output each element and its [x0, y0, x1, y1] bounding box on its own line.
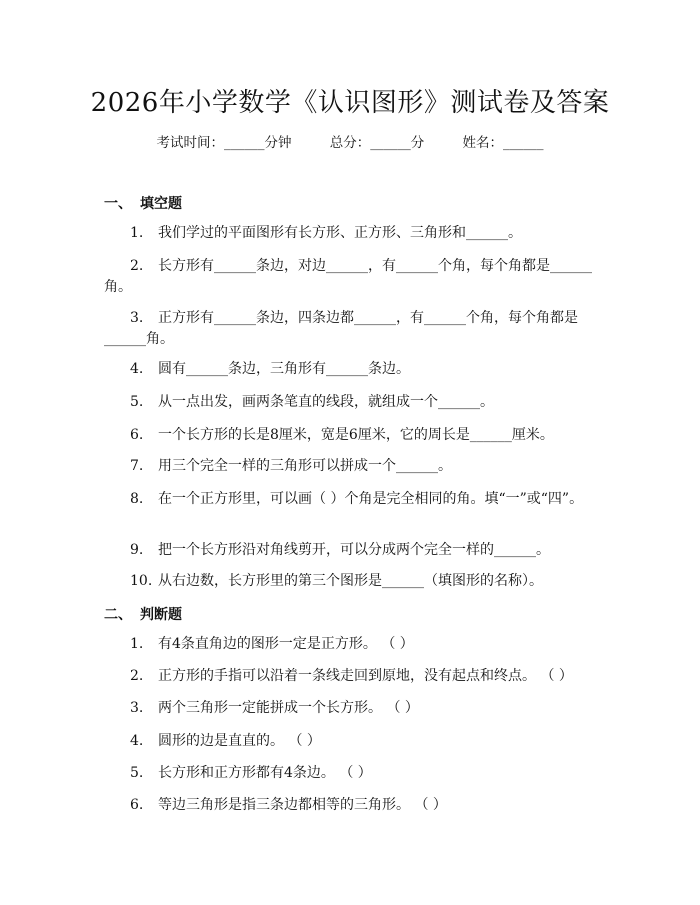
question-text: 正方形有______条边，四条边都______，有______个角，每个角都是______角。 [104, 310, 578, 347]
question-number: 2. [130, 668, 144, 684]
question-item [104, 540, 594, 561]
question-number: 5. [130, 765, 144, 781]
question-text: 从一点出发，画两条笔直的线段，就组成一个______。 [158, 394, 494, 410]
question-item [104, 795, 594, 816]
question-number: 4. [130, 361, 144, 377]
question-number: 6. [130, 427, 144, 443]
question-item [104, 308, 594, 350]
student-name-field: 姓名：______ [462, 135, 544, 151]
question-number: 8. [130, 491, 144, 507]
question-text: 等边三角形是指三条边都相等的三角形。 （ ） [158, 797, 447, 813]
question-text: 长方形有______条边，对边______，有______个角，每个角都是______角。 [104, 258, 592, 295]
question-item [104, 223, 594, 244]
question-text: 圆形的边是直直的。 （ ） [158, 733, 321, 749]
question-number: 3. [130, 310, 144, 326]
question-item [104, 425, 594, 446]
question-number: 3. [130, 700, 144, 716]
question-number: 9. [130, 542, 144, 558]
section-header-fill-in [104, 193, 182, 213]
exam-time-field: 考试时间：______分钟 [156, 135, 292, 151]
section-header-true-false [104, 604, 182, 624]
question-text: 从右边数，长方形里的第三个图形是______（填图形的名称）。 [158, 573, 543, 589]
question-item [104, 634, 594, 655]
question-number: 6. [130, 797, 144, 813]
question-item [104, 359, 594, 380]
question-number: 10. [130, 573, 153, 589]
exam-meta [0, 131, 700, 151]
question-number: 1. [130, 636, 144, 652]
question-text: 两个三角形一定能拼成一个长方形。 （ ） [158, 700, 419, 716]
question-item [104, 571, 594, 592]
question-text: 我们学过的平面图形有长方形、正方形、三角形和______。 [158, 225, 522, 241]
question-number: 5. [130, 394, 144, 410]
question-text: 一个长方形的长是8厘米，宽是6厘米，它的周长是______厘米。 [158, 427, 554, 443]
section-number: 二、 [104, 607, 132, 623]
question-text: 长方形和正方形都有4条边。 （ ） [158, 765, 372, 781]
question-number: 7. [130, 458, 144, 474]
question-number: 2. [130, 258, 144, 274]
section-title: 填空题 [140, 196, 182, 212]
question-item [104, 392, 594, 413]
question-text: 在一个正方形里，可以画（ ）个角是完全相同的角。填“一”或“四”。 [158, 491, 584, 507]
question-item [104, 489, 594, 510]
question-text: 有4条直角边的图形一定是正方形。 （ ） [158, 636, 414, 652]
question-item [104, 256, 594, 298]
question-item [104, 763, 594, 784]
question-item [104, 456, 594, 477]
total-score-field: 总分：______分 [329, 135, 425, 151]
page-title: 2026年小学数学《认识图形》测试卷及答案 [90, 88, 610, 118]
question-item [104, 698, 594, 719]
question-text: 圆有______条边，三角形有______条边。 [158, 361, 410, 377]
question-item [104, 666, 594, 687]
question-number: 4. [130, 733, 144, 749]
question-text: 正方形的手指可以沿着一条线走回到原地，没有起点和终点。 （ ） [158, 668, 573, 684]
question-item [104, 731, 594, 752]
question-text: 用三个完全一样的三角形可以拼成一个______。 [158, 458, 452, 474]
question-number: 1. [130, 225, 144, 241]
question-text: 把一个长方形沿对角线剪开，可以分成两个完全一样的______。 [158, 542, 550, 558]
section-number: 一、 [104, 196, 132, 212]
section-title: 判断题 [140, 607, 182, 623]
